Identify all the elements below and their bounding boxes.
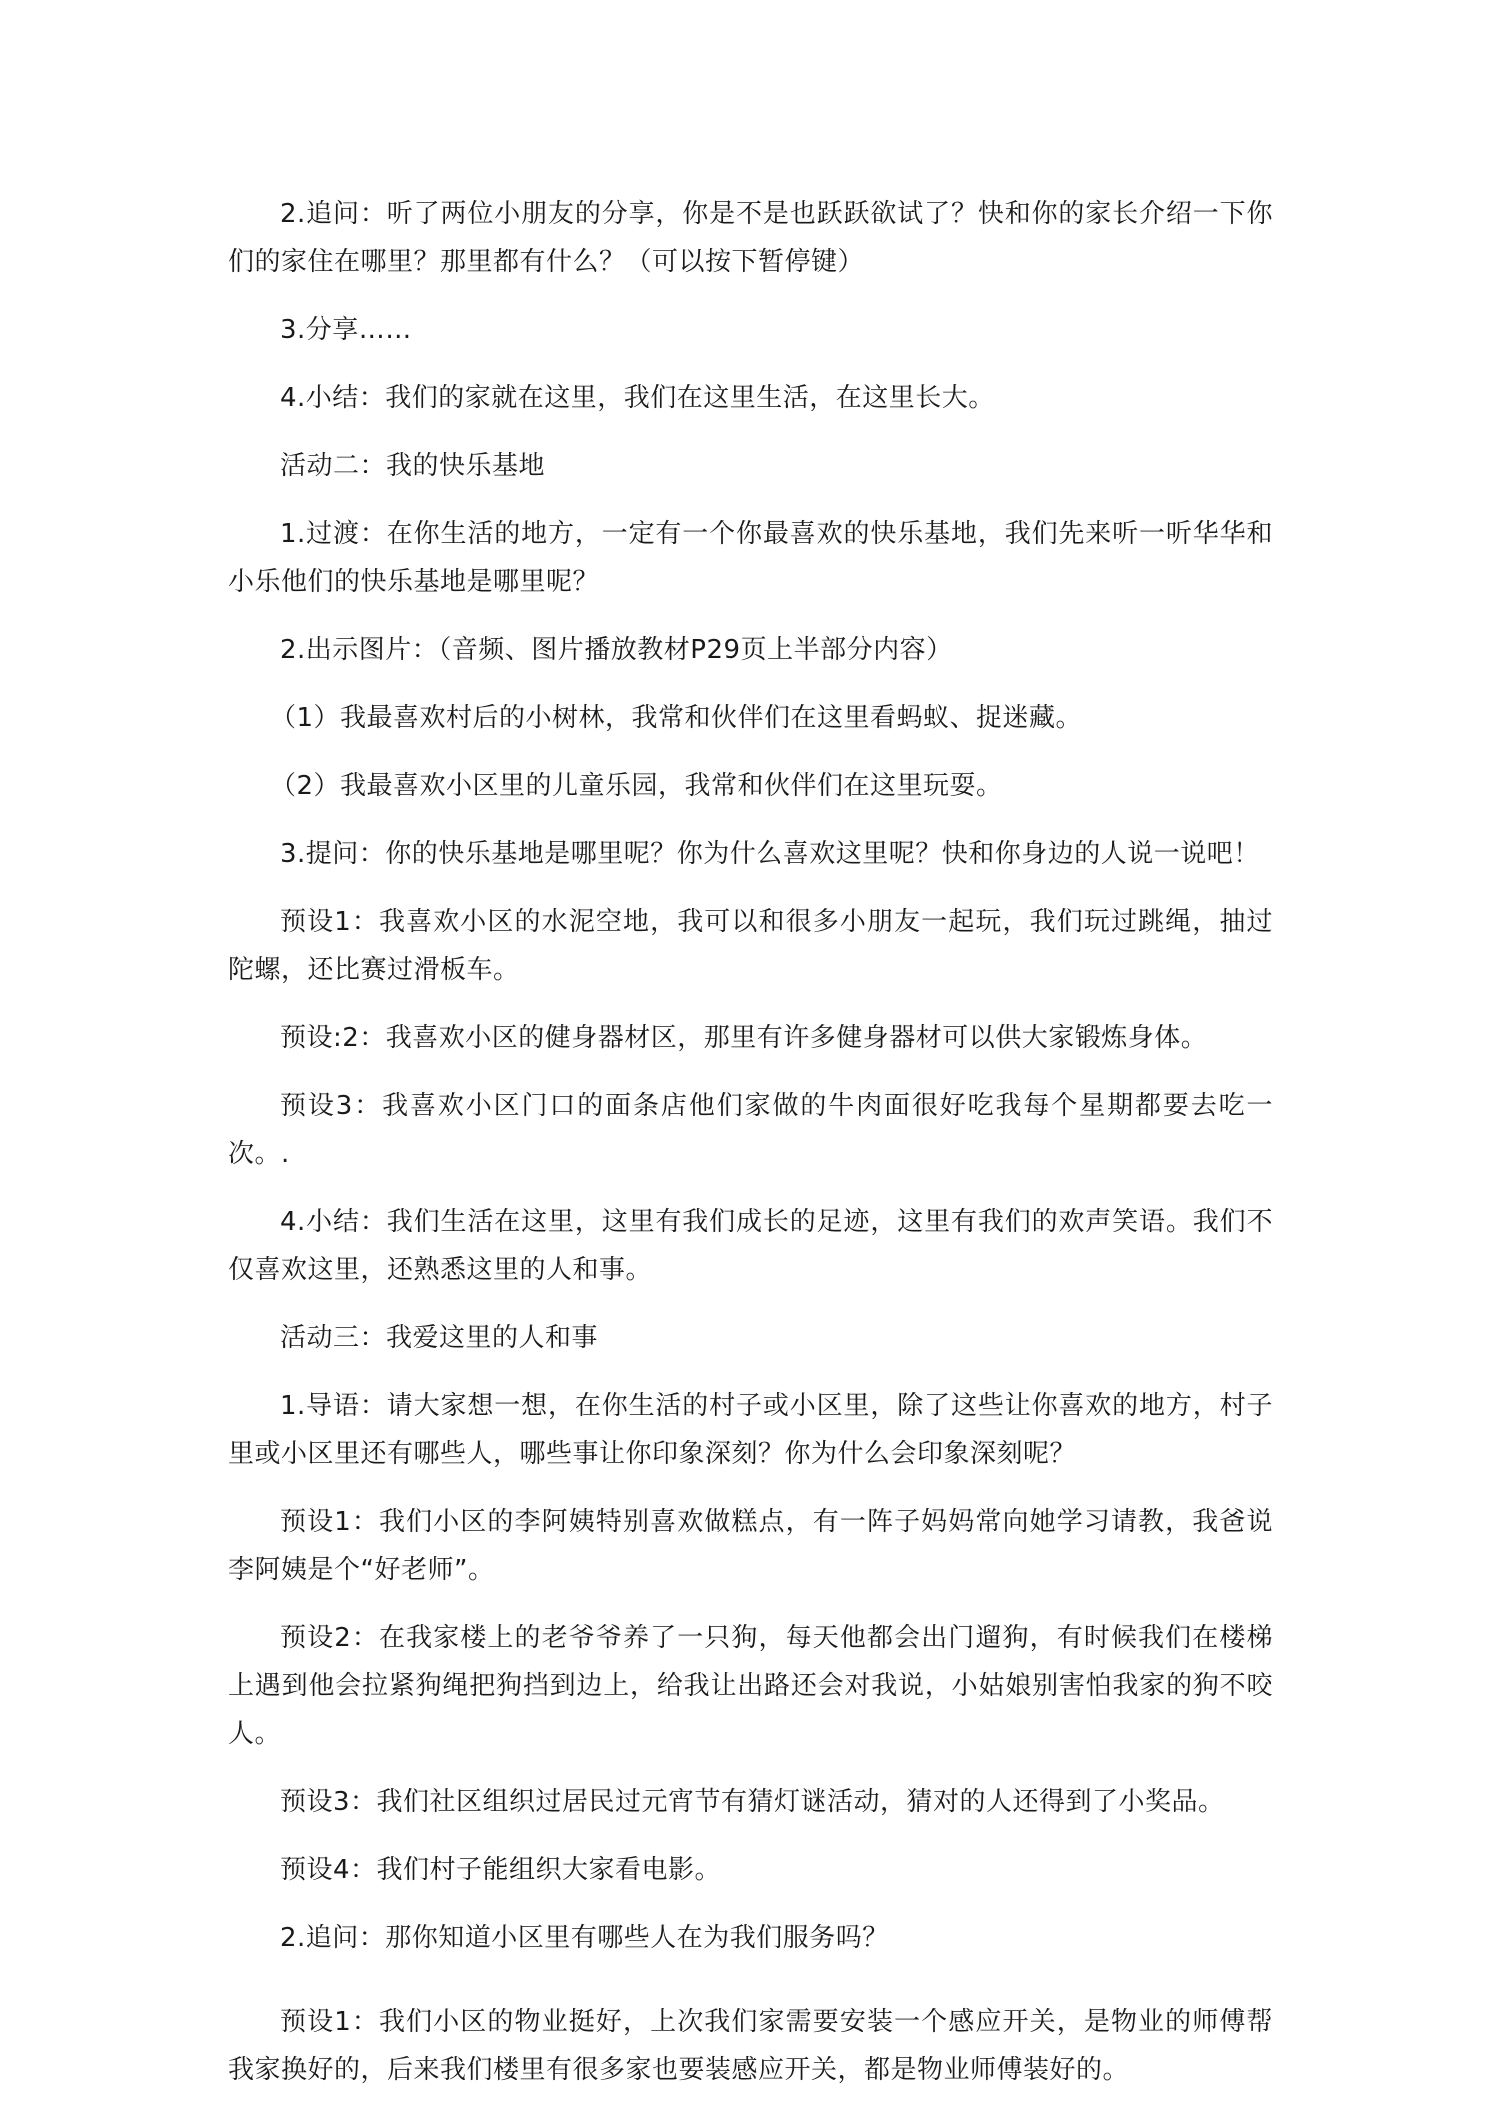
paragraph-preset-a4: 预设4：我们村子能组织大家看电影。 [280, 1855, 722, 1885]
paragraph-show-pictures: 2.出示图片：（音频、图片播放教材P29页上半部分内容） [280, 635, 953, 665]
activity-three-heading: 活动三：我爱这里的人和事 [280, 1323, 599, 1353]
paragraph-share: 3.分享…… [280, 315, 412, 345]
paragraph-preset-a3: 预设3：我们社区组织过居民过元宵节有猜灯谜活动，猜对的人还得到了小奖品。 [280, 1787, 1225, 1817]
paragraph-question: 3.提问：你的快乐基地是哪里呢？你为什么喜欢这里呢？快和你身边的人说一说吧！ [280, 839, 1260, 869]
document-page [228, 190, 1273, 2114]
paragraph-summary-home: 4.小结：我们的家就在这里，我们在这里生活，在这里长大。 [280, 383, 995, 413]
paragraph-introduction: 1.导语：请大家想一想，在你生活的村子或小区里，除了这些让你喜欢的地方，村子里或小区里还有哪些人，哪些事让你印象深刻？你为什么会印象深刻呢？ [228, 1391, 1273, 1469]
paragraph-example-2: （2）我最喜欢小区里的儿童乐园，我常和伙伴们在这里玩耍。 [270, 771, 1003, 801]
paragraph-preset-a2: 预设2：在我家楼上的老爷爷养了一只狗，每天他都会出门遛狗，有时候我们在楼梯上遇到他会拉紧狗绳把狗挡到边上，给我让出路还会对我说，小姑娘别害怕我家的狗不咬人。 [228, 1623, 1273, 1749]
paragraph-follow-up-question: 2.追问：听了两位小朋友的分享，你是不是也跃跃欲试了？快和你的家长介绍一下你们的家住在哪里？那里都有什么？（可以按下暂停键） [228, 199, 1273, 277]
paragraph-follow-up-service: 2.追问：那你知道小区里有哪些人在为我们服务吗？ [280, 1923, 889, 1953]
paragraph-example-1: （1）我最喜欢村后的小树林，我常和伙伴们在这里看蚂蚁、捉迷藏。 [270, 703, 1083, 733]
paragraph-preset-3: 预设3：我喜欢小区门口的面条店他们家做的牛肉面很好吃我每个星期都要去吃一次。. [228, 1091, 1273, 1169]
paragraph-summary-base: 4.小结：我们生活在这里，这里有我们成长的足迹，这里有我们的欢声笑语。我们不仅喜欢这里，还熟悉这里的人和事。 [228, 1207, 1273, 1285]
paragraph-transition: 1.过渡：在你生活的地方，一定有一个你最喜欢的快乐基地，我们先来听一听华华和小乐他们的快乐基地是哪里呢？ [228, 519, 1273, 597]
paragraph-preset-1: 预设1：我喜欢小区的水泥空地，我可以和很多小朋友一起玩，我们玩过跳绳，抽过陀螺，还比赛过滑板车。 [228, 907, 1273, 985]
paragraph-preset-2: 预设:2：我喜欢小区的健身器材区，那里有许多健身器材可以供大家锻炼身体。 [280, 1023, 1208, 1053]
paragraph-preset-service-1: 预设1：我们小区的物业挺好，上次我们家需要安装一个感应开关，是物业的师傅帮我家换好的，后来我们楼里有很多家也要装感应开关，都是物业师傅装好的。 [228, 2007, 1273, 2085]
paragraph-preset-a1: 预设1：我们小区的李阿姨特别喜欢做糕点，有一阵子妈妈常向她学习请教，我爸说李阿姨是个“好老师”。 [228, 1507, 1273, 1585]
activity-two-heading: 活动二：我的快乐基地 [280, 451, 546, 481]
